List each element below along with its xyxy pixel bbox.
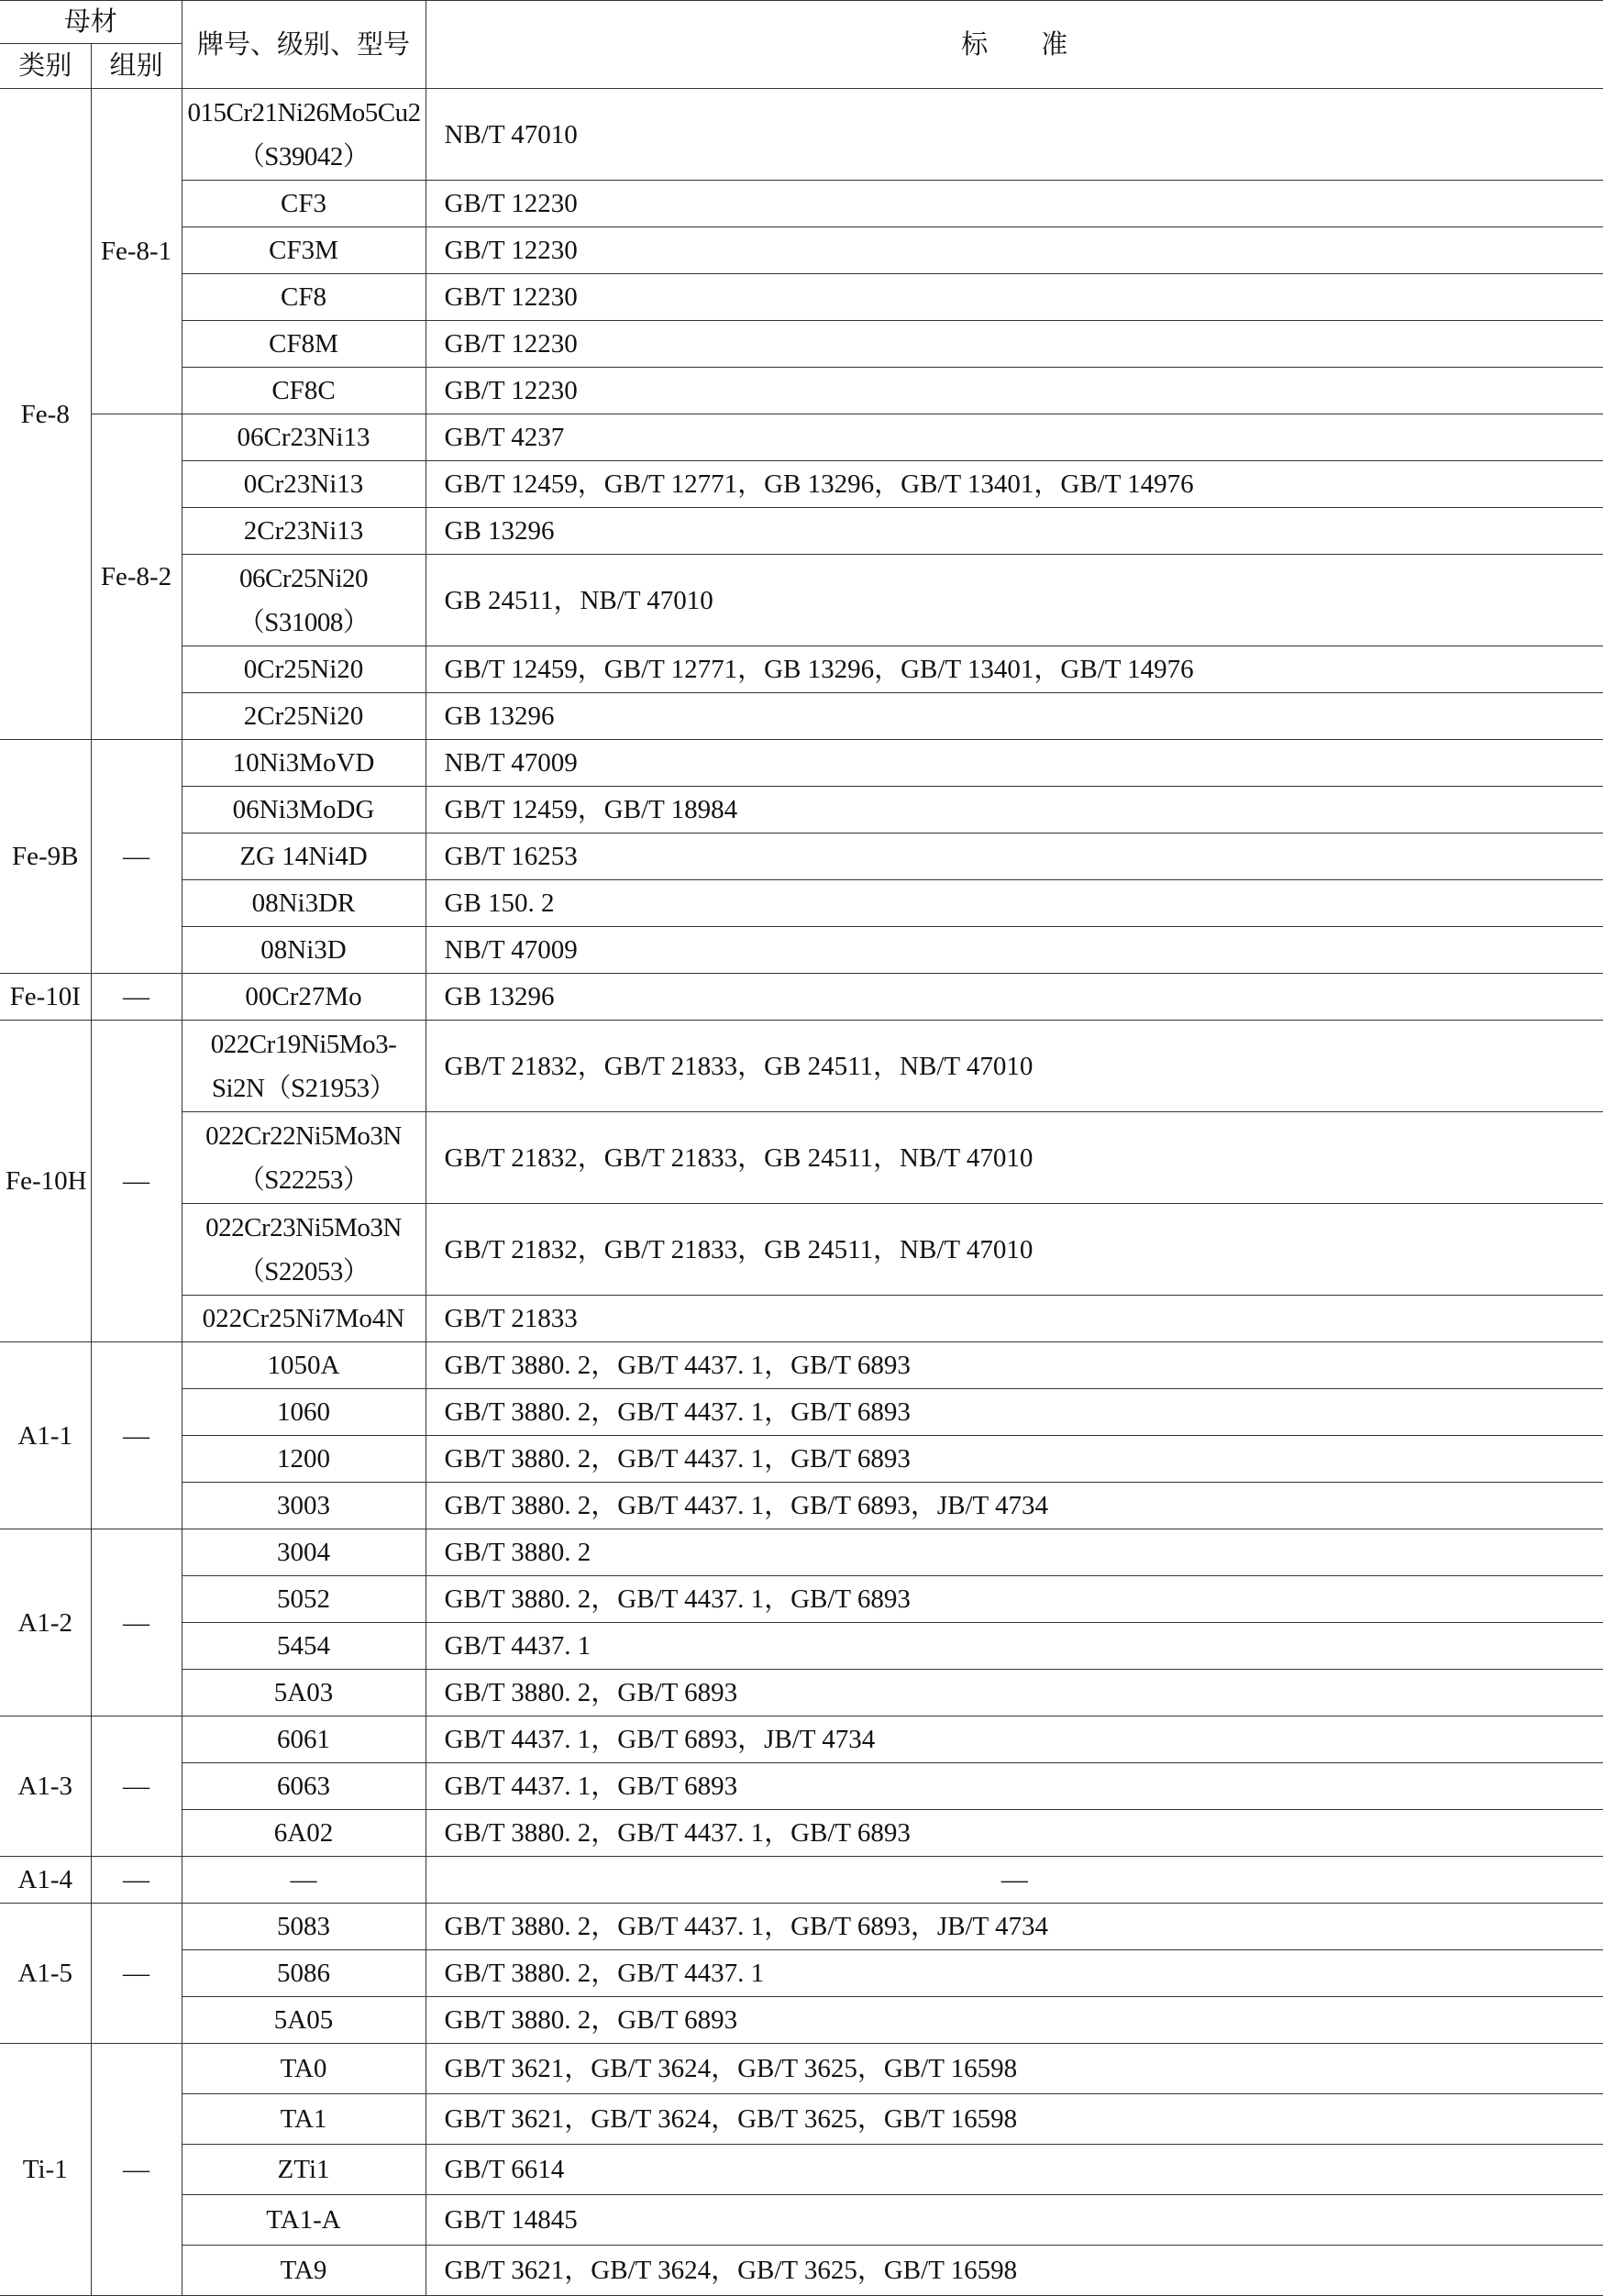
standard-cell: GB/T 3880. 2，GB/T 4437. 1，GB/T 6893，JB/T 4734 (426, 1483, 1603, 1529)
grade-cell: 10Ni3MoVD (182, 740, 426, 787)
table-row (0, 833, 1603, 880)
table-row (0, 274, 1603, 321)
grade-cell: 08Ni3DR (182, 880, 426, 927)
table-row (0, 321, 1603, 368)
grade-cell: 022Cr25Ni7Mo4N (182, 1296, 426, 1342)
grade-cell: 1060 (182, 1389, 426, 1436)
standard-cell: GB/T 12459，GB/T 12771，GB 13296，GB/T 13401，GB/T 14976 (426, 461, 1603, 508)
group-cell: — (91, 2044, 182, 2296)
grade-cell: 022Cr19Ni5Mo3- Si2N（S21953） (182, 1021, 426, 1112)
table-row (0, 1389, 1603, 1436)
table-row (0, 787, 1603, 833)
table-row (0, 1576, 1603, 1623)
grade-cell: 5454 (182, 1623, 426, 1670)
group-cell: — (91, 974, 182, 1021)
standard-cell: NB/T 47009 (426, 740, 1603, 787)
table-row (0, 89, 1603, 181)
table-row (0, 414, 1603, 461)
standard-cell: NB/T 47009 (426, 927, 1603, 974)
group-cell: Fe-8-1 (91, 89, 182, 414)
grade-cell: 6A02 (182, 1810, 426, 1857)
group-cell: — (91, 1342, 182, 1529)
table-row (0, 927, 1603, 974)
group-cell: — (91, 1021, 182, 1342)
standard-cell: GB/T 12459，GB/T 12771，GB 13296，GB/T 13401，GB/T 14976 (426, 646, 1603, 693)
table-row (0, 1021, 1603, 1112)
standard-cell: GB 150. 2 (426, 880, 1603, 927)
grade-cell: CF8M (182, 321, 426, 368)
table-row (0, 1810, 1603, 1857)
table-row (0, 227, 1603, 274)
grade-cell: 6061 (182, 1716, 426, 1763)
grade-cell: ZG 14Ni4D (182, 833, 426, 880)
table-row (0, 1997, 1603, 2044)
table-row (0, 693, 1603, 740)
grade-cell: 08Ni3D (182, 927, 426, 974)
standard-cell: GB/T 4237 (426, 414, 1603, 461)
group-header: 组别 (91, 44, 182, 89)
grade-cell: 1200 (182, 1436, 426, 1483)
standard-cell: GB/T 4437. 1，GB/T 6893 (426, 1763, 1603, 1810)
standard-cell: GB/T 3880. 2，GB/T 4437. 1，GB/T 6893 (426, 1576, 1603, 1623)
table-row (0, 1904, 1603, 1950)
table-row (0, 1483, 1603, 1529)
table-row (0, 461, 1603, 508)
group-cell: — (91, 1529, 182, 1716)
grade-cell: 06Cr23Ni13 (182, 414, 426, 461)
table-row (0, 2145, 1603, 2195)
group-cell: — (91, 740, 182, 974)
grade-cell: 2Cr23Ni13 (182, 508, 426, 555)
category-cell: A1-4 (0, 1857, 91, 1904)
standard-cell: GB 13296 (426, 508, 1603, 555)
category-cell: A1-1 (0, 1342, 91, 1529)
table-row (0, 2094, 1603, 2145)
table-row (0, 1670, 1603, 1716)
category-header: 类别 (0, 44, 91, 89)
grade-cell: 0Cr23Ni13 (182, 461, 426, 508)
table-row (0, 1716, 1603, 1763)
table-row (0, 1623, 1603, 1670)
standard-cell: GB/T 4437. 1 (426, 1623, 1603, 1670)
grade-cell: 0Cr25Ni20 (182, 646, 426, 693)
grade-cell: — (182, 1857, 426, 1904)
grade-cell: 06Ni3MoDG (182, 787, 426, 833)
grade-cell: CF3 (182, 181, 426, 227)
grade-cell: 015Cr21Ni26Mo5Cu2 （S39042） (182, 89, 426, 181)
standard-cell: GB/T 3880. 2，GB/T 4437. 1，GB/T 6893 (426, 1436, 1603, 1483)
grade-cell: 3004 (182, 1529, 426, 1576)
group-cell: — (91, 1857, 182, 1904)
standard-cell: GB/T 3880. 2，GB/T 4437. 1 (426, 1950, 1603, 1997)
category-cell: Ti-1 (0, 2044, 91, 2296)
standard-cell: GB/T 14845 (426, 2195, 1603, 2246)
standard-cell: GB/T 12459，GB/T 18984 (426, 787, 1603, 833)
grade-cell: 06Cr25Ni20 （S31008） (182, 555, 426, 646)
grade-cell: TA1 (182, 2094, 426, 2145)
grade-cell: ZTi1 (182, 2145, 426, 2195)
grade-cell: 3003 (182, 1483, 426, 1529)
standard-cell: GB/T 3880. 2，GB/T 4437. 1，GB/T 6893 (426, 1342, 1603, 1389)
standard-cell: GB/T 21833 (426, 1296, 1603, 1342)
header-row-1 (0, 1, 1603, 44)
standard-cell: GB/T 3880. 2 (426, 1529, 1603, 1576)
table-row (0, 1296, 1603, 1342)
standard-cell: GB/T 12230 (426, 321, 1603, 368)
group-cell: — (91, 1716, 182, 1857)
standard-cell: GB/T 16253 (426, 833, 1603, 880)
table-row (0, 1763, 1603, 1810)
grade-cell: 6063 (182, 1763, 426, 1810)
grade-cell: CF3M (182, 227, 426, 274)
grade-cell: CF8C (182, 368, 426, 414)
table-row (0, 974, 1603, 1021)
standard-cell: — (426, 1857, 1603, 1904)
table-row (0, 2246, 1603, 2296)
grade-cell: CF8 (182, 274, 426, 321)
table-row (0, 508, 1603, 555)
table-row (0, 555, 1603, 646)
category-cell: Fe-10H (0, 1021, 91, 1342)
base-material-header: 母材 (0, 1, 182, 44)
grade-cell: 2Cr25Ni20 (182, 693, 426, 740)
standard-cell: GB/T 21832，GB/T 21833，GB 24511，NB/T 47010 (426, 1021, 1603, 1112)
standard-cell: GB/T 3880. 2，GB/T 6893 (426, 1670, 1603, 1716)
table-row (0, 368, 1603, 414)
grade-cell: 00Cr27Mo (182, 974, 426, 1021)
standard-cell: GB/T 3621，GB/T 3624，GB/T 3625，GB/T 16598 (426, 2246, 1603, 2296)
grade-cell: TA0 (182, 2044, 426, 2094)
category-cell: Fe-8 (0, 89, 91, 740)
standard-cell: GB/T 12230 (426, 181, 1603, 227)
table-body (0, 89, 1603, 2296)
table-row (0, 740, 1603, 787)
table-row (0, 1857, 1603, 1904)
standard-cell: GB/T 3621，GB/T 3624，GB/T 3625，GB/T 16598 (426, 2044, 1603, 2094)
grade-cell: 5083 (182, 1904, 426, 1950)
standard-cell: GB/T 6614 (426, 2145, 1603, 2195)
grade-header: 牌号、级别、型号 (182, 1, 426, 89)
standard-cell: GB 13296 (426, 693, 1603, 740)
grade-cell: TA1-A (182, 2195, 426, 2246)
category-cell: A1-3 (0, 1716, 91, 1857)
grade-cell: 5A05 (182, 1997, 426, 2044)
standard-cell: GB/T 4437. 1，GB/T 6893，JB/T 4734 (426, 1716, 1603, 1763)
grade-cell: 022Cr22Ni5Mo3N （S22253） (182, 1112, 426, 1204)
table-row (0, 880, 1603, 927)
grade-cell: 5086 (182, 1950, 426, 1997)
group-cell: — (91, 1904, 182, 2044)
grade-cell: 5A03 (182, 1670, 426, 1716)
standard-cell: GB/T 12230 (426, 274, 1603, 321)
category-cell: Fe-9B (0, 740, 91, 974)
standard-cell: GB/T 3621，GB/T 3624，GB/T 3625，GB/T 16598 (426, 2094, 1603, 2145)
category-cell: Fe-10I (0, 974, 91, 1021)
table-row (0, 1950, 1603, 1997)
table-row (0, 1436, 1603, 1483)
table-row (0, 1112, 1603, 1204)
standard-header: 标 准 (426, 1, 1603, 89)
table-row (0, 2195, 1603, 2246)
standard-cell: GB/T 12230 (426, 368, 1603, 414)
standard-cell: GB/T 3880. 2，GB/T 4437. 1，GB/T 6893，JB/T 4734 (426, 1904, 1603, 1950)
table-row (0, 1204, 1603, 1296)
category-cell: A1-5 (0, 1904, 91, 2044)
standard-cell: GB/T 21832，GB/T 21833，GB 24511，NB/T 47010 (426, 1112, 1603, 1204)
group-cell: Fe-8-2 (91, 414, 182, 740)
standard-cell: GB/T 3880. 2，GB/T 6893 (426, 1997, 1603, 2044)
standard-cell: GB 24511，NB/T 47010 (426, 555, 1603, 646)
category-cell: A1-2 (0, 1529, 91, 1716)
standard-cell: NB/T 47010 (426, 89, 1603, 181)
table-row (0, 2044, 1603, 2094)
table-row (0, 181, 1603, 227)
table-row (0, 1342, 1603, 1389)
standard-cell: GB 13296 (426, 974, 1603, 1021)
standard-cell: GB/T 12230 (426, 227, 1603, 274)
table-row (0, 646, 1603, 693)
grade-cell: 1050A (182, 1342, 426, 1389)
table-row (0, 1529, 1603, 1576)
standard-cell: GB/T 21832，GB/T 21833，GB 24511，NB/T 47010 (426, 1204, 1603, 1296)
grade-cell: 022Cr23Ni5Mo3N （S22053） (182, 1204, 426, 1296)
standard-cell: GB/T 3880. 2，GB/T 4437. 1，GB/T 6893 (426, 1810, 1603, 1857)
grade-cell: 5052 (182, 1576, 426, 1623)
grade-cell: TA9 (182, 2246, 426, 2296)
standard-cell: GB/T 3880. 2，GB/T 4437. 1，GB/T 6893 (426, 1389, 1603, 1436)
